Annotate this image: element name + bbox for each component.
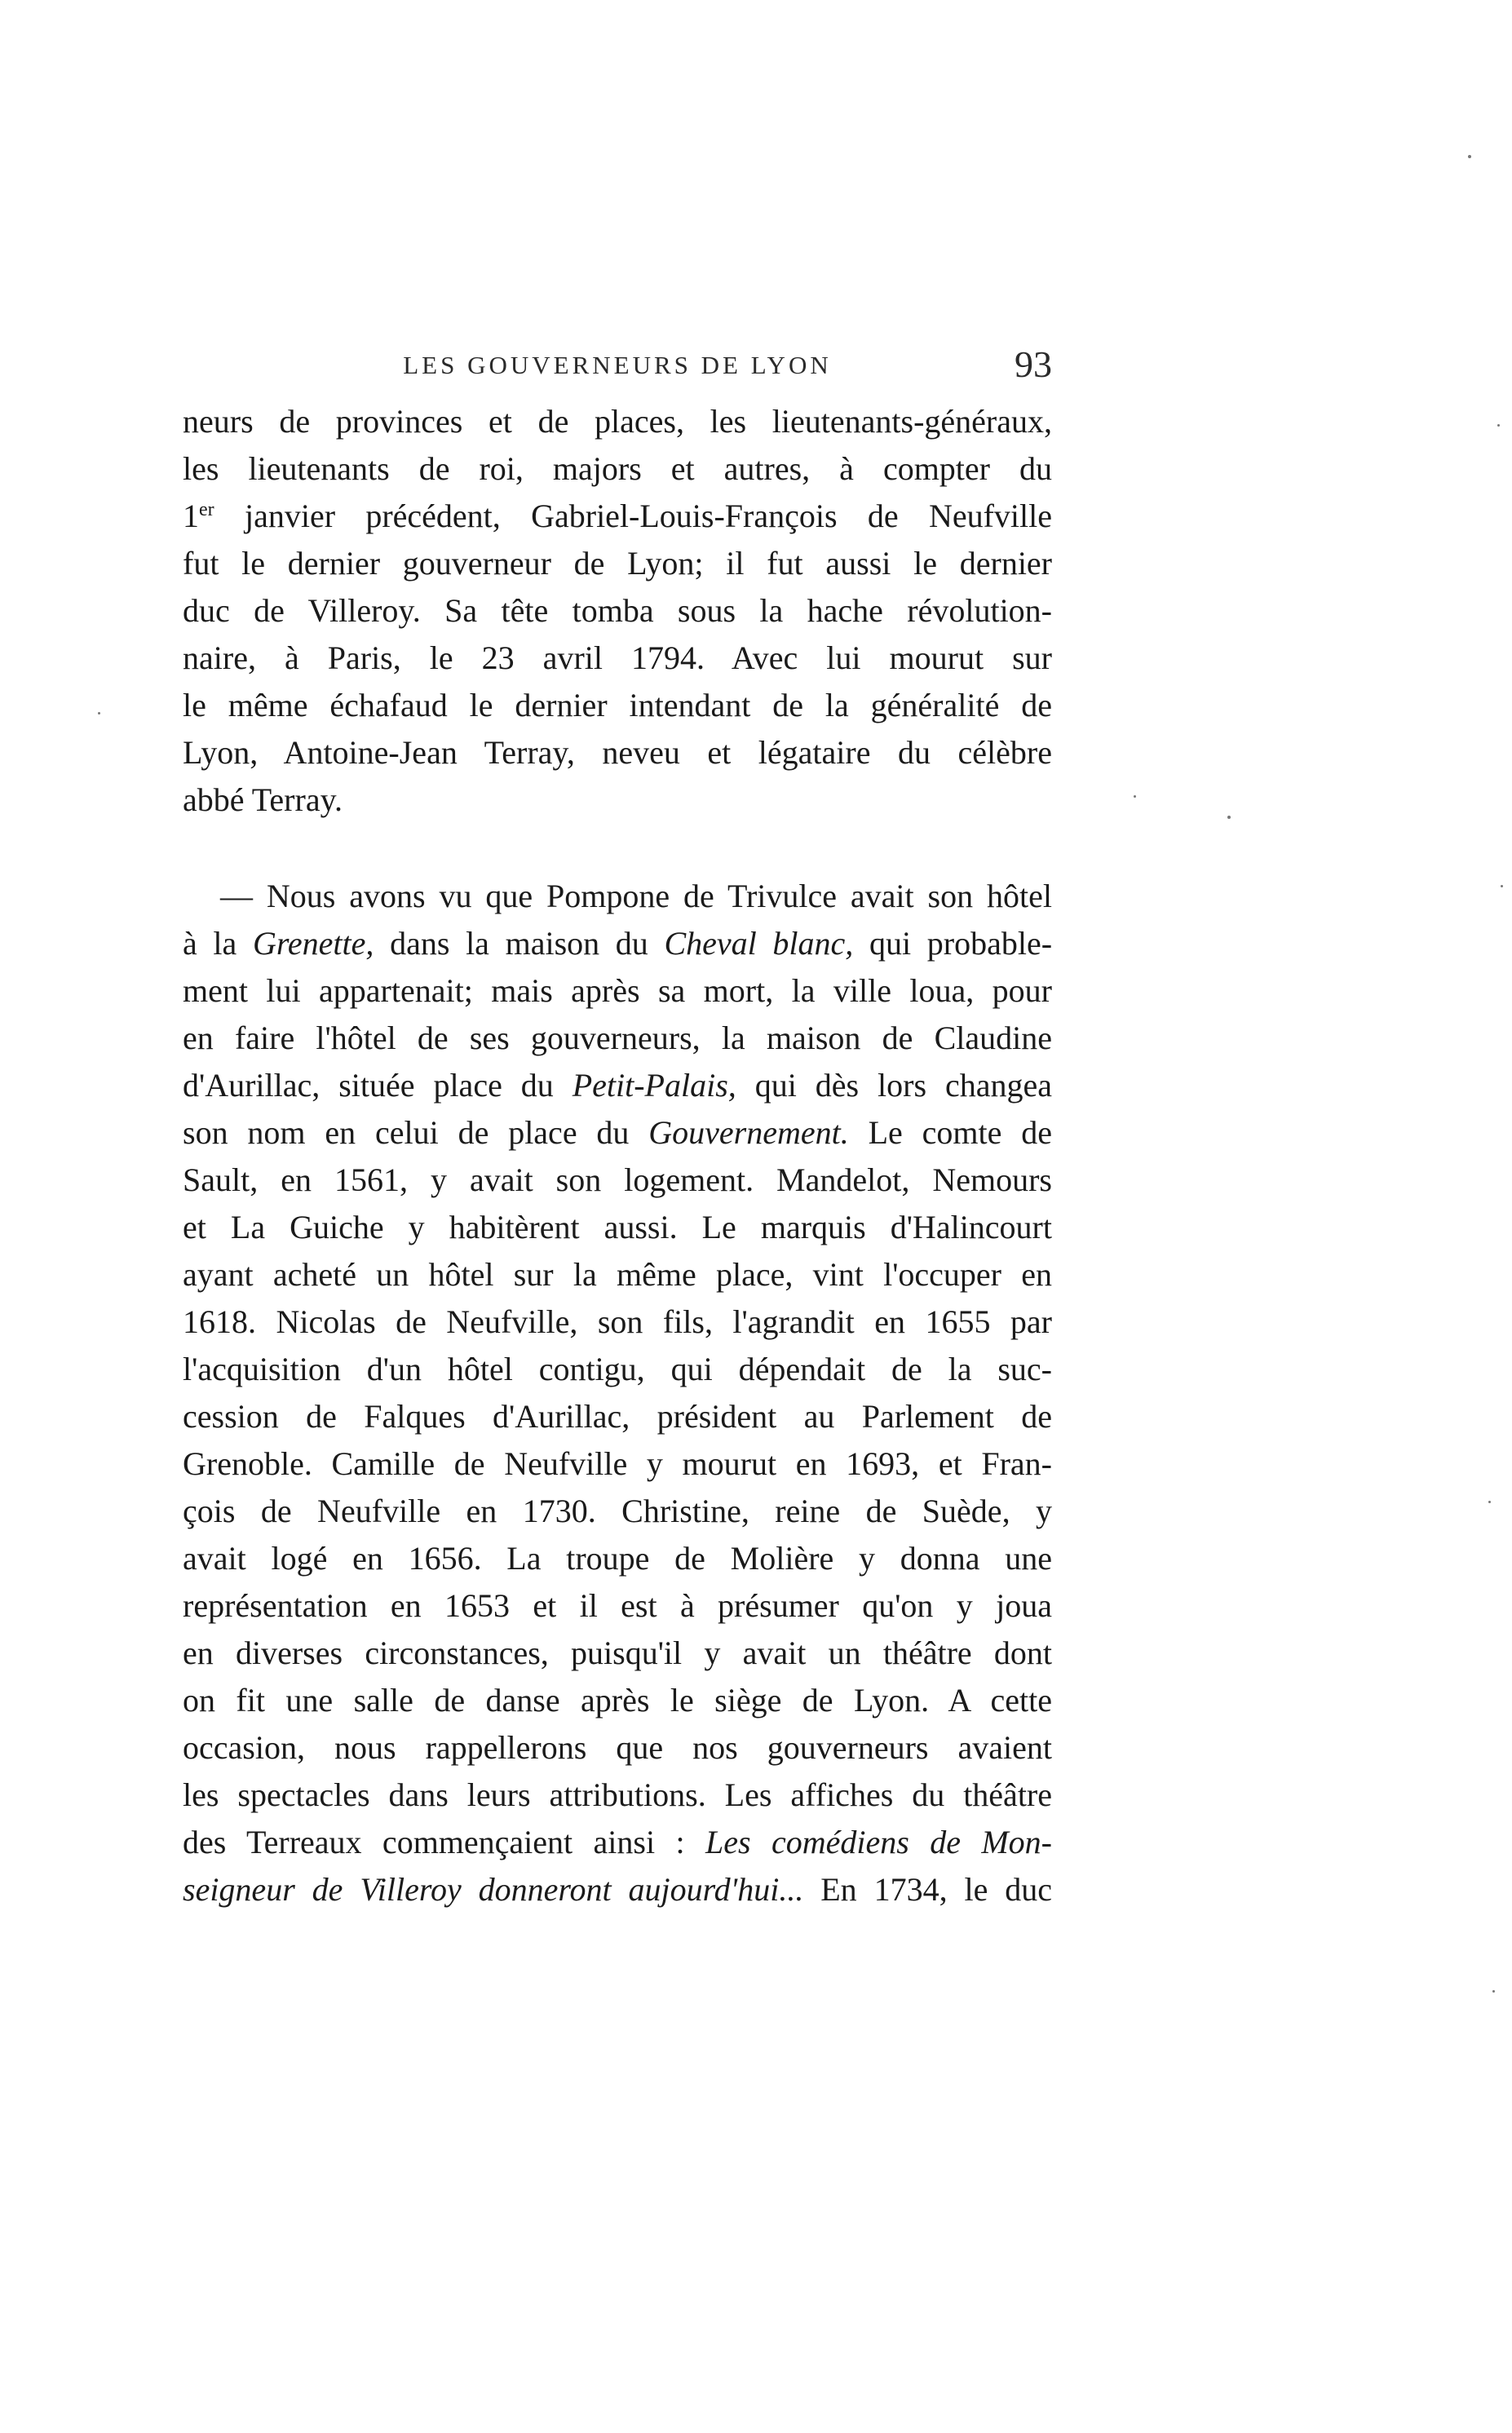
running-head	[183, 343, 1052, 391]
italic-title: Petit-Palais,	[572, 1067, 736, 1104]
text-line: 1618. Nicolas de Neufville, son fils, l'agrandit en 1655 par	[183, 1303, 1052, 1340]
italic-title: Gouvernement.	[648, 1114, 849, 1151]
text-line: des Terreaux commençaient ainsi : Les comédiens de Mon-	[183, 1824, 1052, 1860]
text-line: ment lui appartenait; mais après sa mort, la ville loua, pour	[183, 972, 1052, 1009]
text-line: on fit une salle de danse après le siège de Lyon. A cette	[183, 1682, 1052, 1719]
text-line: ayant acheté un hôtel sur la même place, vint l'occuper en	[183, 1256, 1052, 1293]
text-line: naire, à Paris, le 23 avril 1794. Avec lui mourut sur	[183, 639, 1052, 676]
italic-title: Les comédiens de Mon-	[705, 1824, 1052, 1860]
text-line: représentation en 1653 et il est à présumer qu'on y joua	[183, 1587, 1052, 1624]
page-number: 93	[1015, 343, 1052, 385]
text-line: seigneur de Villeroy donneront aujourd'hui... En 1734, le duc	[183, 1871, 1052, 1908]
ordinal-superscript: er	[199, 499, 214, 520]
text-line: Sault, en 1561, y avait son logement. Mandelot, Nemours	[183, 1161, 1052, 1198]
text-line: duc de Villeroy. Sa tête tomba sous la hache révolution-	[183, 592, 1052, 629]
text-line: à la Grenette, dans la maison du Cheval blanc, qui probable-	[183, 925, 1053, 962]
text-line: — Nous avons vu que Pompone de Trivulce avait son hôtel	[220, 878, 1052, 914]
text-line: occasion, nous rappellerons que nos gouverneurs avaient	[183, 1729, 1052, 1766]
text-line: avait logé en 1656. La troupe de Molière y donna une	[183, 1540, 1052, 1577]
paragraph-1	[183, 398, 1052, 824]
body-text	[183, 398, 1052, 1913]
text-line: neurs de provinces et de places, les lieutenants-généraux,	[183, 403, 1052, 440]
text-line: les lieutenants de roi, majors et autres, à compter du	[183, 450, 1052, 487]
running-title: LES GOUVERNEURS DE LYON	[403, 351, 832, 379]
text-line: çois de Neufville en 1730. Christine, reine de Suède, y	[183, 1493, 1052, 1529]
text-line: Lyon, Antoine-Jean Terray, neveu et légataire du célèbre	[183, 734, 1052, 771]
text-line: le même échafaud le dernier intendant de la généralité de	[183, 687, 1052, 723]
text-line: les spectacles dans leurs attributions. Les affiches du théâtre	[183, 1776, 1052, 1813]
paragraph-gap	[183, 824, 1052, 873]
text-line: cession de Falques d'Aurillac, président au Parlement de	[183, 1398, 1052, 1435]
text-line: et La Guiche y habitèrent aussi. Le marquis d'Halincourt	[183, 1209, 1052, 1245]
text-line: en faire l'hôtel de ses gouverneurs, la maison de Claudine	[183, 1020, 1052, 1056]
text-line: son nom en celui de place du Gouvernement. Le comte de	[183, 1114, 1052, 1151]
text-line: en diverses circonstances, puisqu'il y avait un théâtre dont	[183, 1635, 1052, 1671]
text-line: abbé Terray.	[183, 781, 343, 818]
italic-title: Cheval blanc,	[664, 925, 854, 962]
text-line: fut le dernier gouverneur de Lyon; il fut aussi le dernier	[183, 545, 1052, 582]
paragraph-2	[183, 873, 1052, 1913]
italic-title: seigneur de Villeroy donneront aujourd'hui...	[183, 1871, 804, 1908]
text-line: Grenoble. Camille de Neufville y mourut en 1693, et Fran-	[183, 1445, 1052, 1482]
text-line: l'acquisition d'un hôtel contigu, qui dépendait de la suc-	[183, 1351, 1052, 1387]
text-line: 1er janvier précédent, Gabriel-Louis-François de Neufville	[183, 498, 1052, 534]
italic-title: Grenette,	[252, 925, 374, 962]
text-line: d'Aurillac, située place du Petit-Palais, qui dès lors changea	[183, 1067, 1052, 1104]
